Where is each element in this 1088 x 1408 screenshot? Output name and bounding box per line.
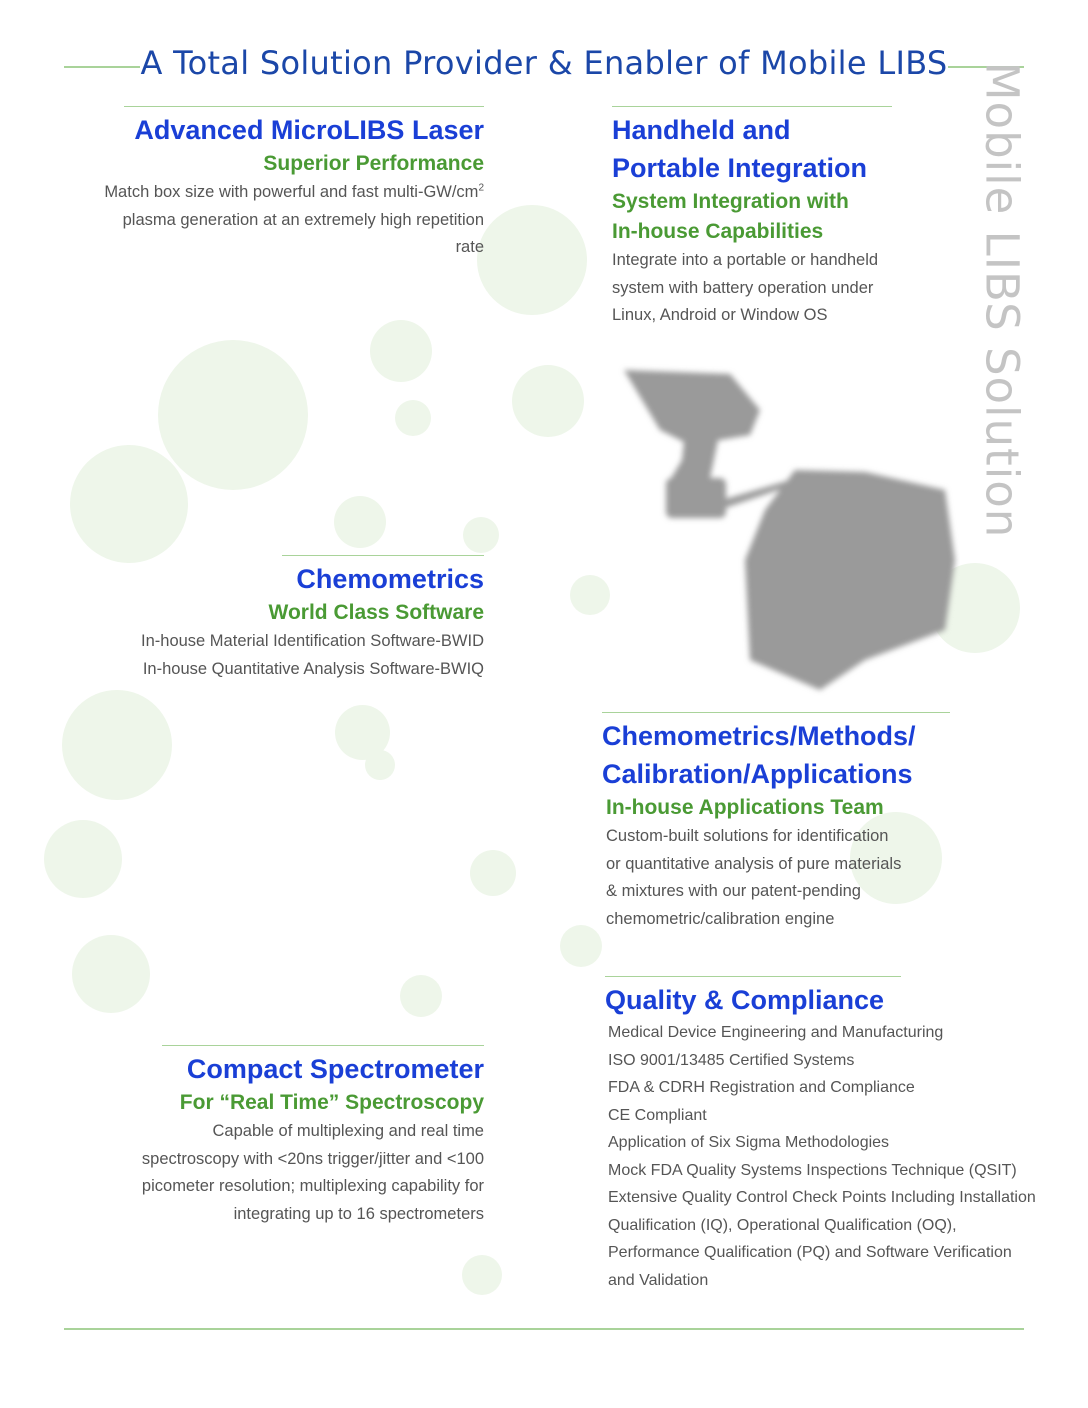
handheld-heading-line-2: Portable Integration — [612, 153, 868, 183]
section-rule — [602, 712, 950, 713]
bubble — [470, 850, 516, 896]
section-spectrometer — [94, 1045, 484, 1228]
bubble — [462, 1255, 502, 1295]
bubble — [334, 496, 386, 548]
handheld-sub-line-2: In-house Capabilities — [612, 220, 824, 243]
quality-line: Application of Six Sigma Methodologies — [608, 1134, 890, 1151]
bubble — [477, 205, 587, 315]
quality-line: Qualification (IQ), Operational Qualification (OQ), — [608, 1216, 957, 1234]
spectrometer-line: picometer resolution; multiplexing capability for — [141, 1177, 484, 1195]
quality-line: Performance Qualification (PQ) and Software Verification — [608, 1244, 1012, 1261]
bubble — [400, 975, 442, 1017]
quality-line: and Validation — [608, 1271, 709, 1289]
methods-line: Custom-built solutions for identification — [606, 827, 889, 845]
section-handheld — [612, 106, 912, 330]
bubble — [62, 690, 172, 800]
page-title: A Total Solution Provider & Enabler of Mobile LIBS — [140, 44, 948, 82]
handheld-line: system with battery operation under — [612, 278, 874, 297]
quality-line: FDA & CDRH Registration and Compliance — [608, 1079, 915, 1096]
section-chemometrics — [130, 555, 484, 683]
bubble — [395, 400, 431, 436]
bubble — [72, 935, 150, 1013]
chemometrics-subheading: World Class Software — [268, 601, 484, 624]
quality-line: Mock FDA Quality Systems Inspections Technique (QSIT) — [608, 1161, 1017, 1179]
bubble — [512, 365, 584, 437]
methods-line: or quantitative analysis of pure materials — [606, 854, 902, 873]
laser-line-1-sup: 2 — [478, 182, 484, 194]
methods-line: chemometric/calibration engine — [606, 909, 835, 928]
bubble — [463, 517, 499, 553]
chemometrics-description — [130, 628, 484, 683]
quality-line: ISO 9001/13485 Certified Systems — [608, 1051, 855, 1069]
chemometrics-line: In-house Quantitative Analysis Software-BWIQ — [142, 659, 484, 678]
section-rule — [162, 1045, 484, 1046]
quality-description — [605, 1019, 1045, 1294]
spectrometer-heading: Compact Spectrometer — [186, 1054, 484, 1084]
methods-heading-line-1: Chemometrics/Methods/ — [602, 721, 916, 751]
handheld-description — [612, 247, 912, 330]
spectrometer-subheading: For “Real Time” Spectroscopy — [179, 1091, 484, 1114]
handheld-sub-line-1: System Integration with — [612, 190, 849, 213]
chemometrics-line: In-house Material Identification Software-BWID — [141, 632, 484, 650]
quality-line: CE Compliant — [608, 1106, 707, 1124]
bubble — [70, 445, 188, 563]
laser-description — [90, 179, 484, 262]
section-rule — [605, 976, 901, 977]
section-rule — [612, 106, 892, 107]
spectrometer-description — [94, 1118, 484, 1228]
bubble — [44, 820, 122, 898]
laser-heading: Advanced MicroLIBS Laser — [134, 115, 484, 145]
bubble — [560, 925, 602, 967]
side-title-text: Mobile LIBS Solution — [975, 61, 1029, 539]
handheld-device-image — [600, 360, 960, 710]
bubble — [158, 340, 308, 490]
methods-heading-line-2: Calibration/Applications — [602, 759, 913, 789]
quality-line: Medical Device Engineering and Manufacturing — [608, 1024, 944, 1041]
spectrometer-line: integrating up to 16 spectrometers — [233, 1204, 484, 1223]
section-methods — [602, 712, 962, 933]
laser-subheading: Superior Performance — [263, 152, 484, 175]
section-laser — [90, 106, 484, 262]
laser-line-2: plasma generation at an extremely high repetition rate — [122, 210, 484, 256]
methods-description — [602, 823, 962, 933]
section-rule — [282, 555, 484, 556]
footer-rule — [64, 1328, 1024, 1330]
spectrometer-line: Capable of multiplexing and real time — [212, 1122, 484, 1140]
methods-line: & mixtures with our patent-pending — [606, 882, 861, 900]
handheld-line: Integrate into a portable or handheld — [612, 251, 879, 269]
section-rule — [124, 106, 484, 107]
methods-subheading: In-house Applications Team — [606, 796, 884, 819]
bubble — [370, 320, 432, 382]
section-quality — [605, 976, 1045, 1294]
bubble — [365, 750, 395, 780]
quality-heading: Quality & Compliance — [605, 985, 885, 1015]
handheld-line: Linux, Android or Window OS — [612, 306, 828, 324]
spectrometer-line: spectroscopy with <20ns trigger/jitter and <100 — [141, 1149, 484, 1168]
laser-line-1: Match box size with powerful and fast multi-GW/cm — [104, 183, 479, 201]
chemometrics-heading: Chemometrics — [296, 564, 484, 594]
handheld-heading-line-1: Handheld and — [612, 115, 791, 145]
quality-line: Extensive Quality Control Check Points Including Installation — [608, 1189, 1036, 1206]
